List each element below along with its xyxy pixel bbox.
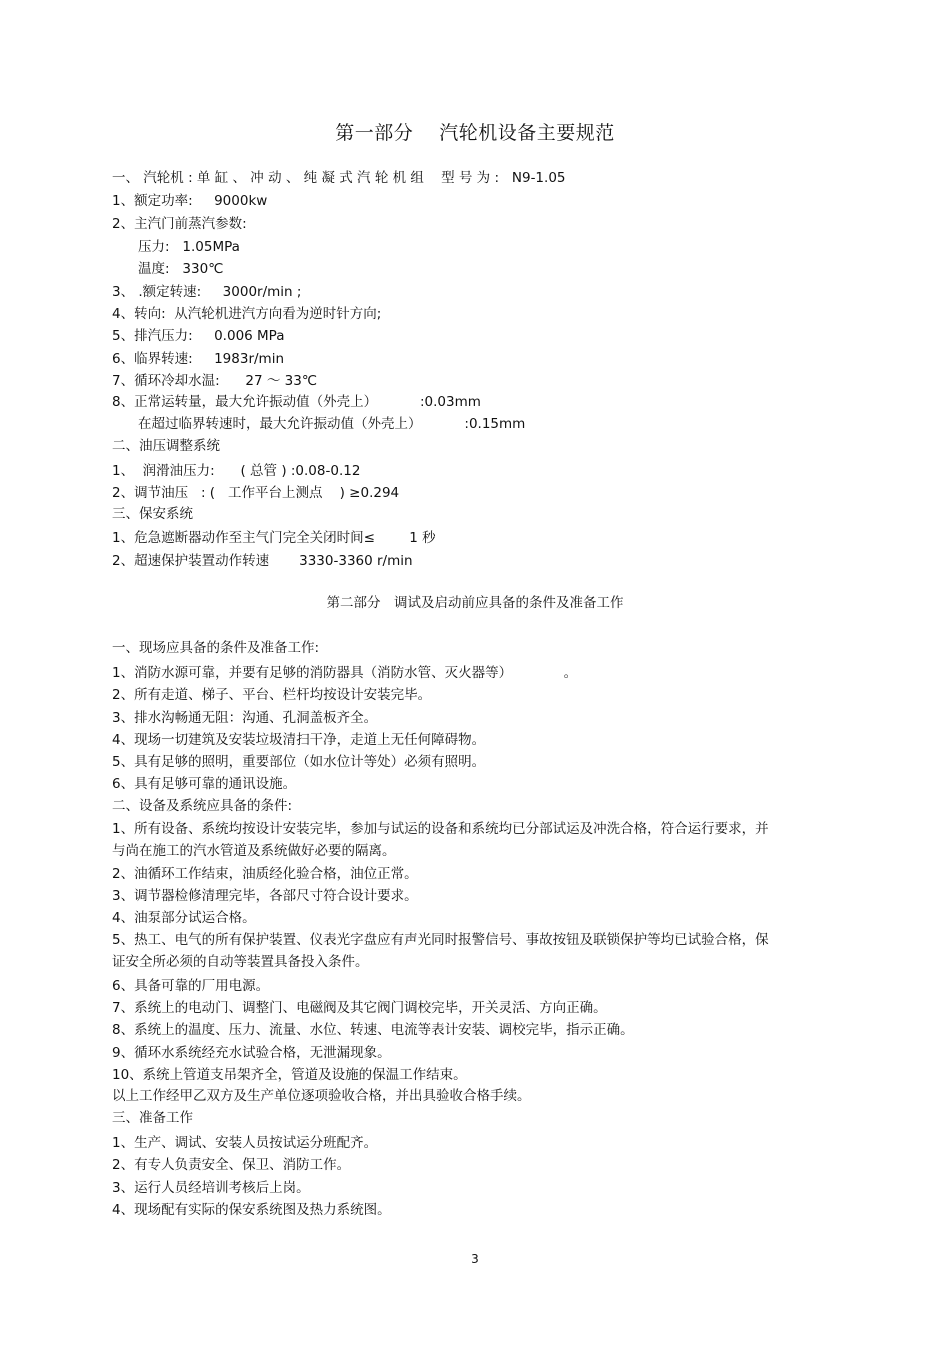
spec-item: 2、调节油压 : ( 工作平台上测点 ) ≥0.294	[112, 485, 400, 501]
list-item: 4、现场配有实际的保安系统图及热力系统图。	[112, 1202, 391, 1218]
spec-subitem: 压力: 1.05MPa	[138, 239, 240, 255]
list-item: 9、循环水系统经充水试验合格，无泄漏现象。	[112, 1045, 391, 1061]
spec-item: 2、超速保护装置动作转速 3330-3360 r/min	[112, 553, 413, 569]
part1-heading-oil: 二、油压调整系统	[112, 438, 220, 454]
list-item: 2、油循环工作结束，油质经化验合格，油位正常。	[112, 866, 418, 882]
part2-title: 第二部分 调试及启动前应具备的条件及准备工作	[326, 595, 624, 611]
list-item: 1、所有设备、系统均按设计安装完毕，参加与试运的设备和系统均已分部试运及冲洗合格，符合运行要求，并与尚在施工的汽水管道及系统做好必要的隔离。	[112, 821, 769, 859]
part2-heading-prep: 三、准备工作	[112, 1110, 193, 1126]
list-item: 4、油泵部分试运合格。	[112, 910, 256, 926]
spec-item: 7、循环冷却水温: 27 ～ 33℃	[112, 373, 317, 389]
spec-item: 5、排汽压力: 0.006 MPa	[112, 328, 285, 344]
part2-heading-equipment: 二、设备及系统应具备的条件:	[112, 798, 293, 814]
spec-item: 3、 .额定转速: 3000r/min ;	[112, 284, 302, 300]
spec-subitem: 在超过临界转速时，最大允许振动值（外壳上） :0.15mm	[138, 416, 526, 432]
spec-subitem: 温度: 330℃	[138, 261, 224, 277]
part1-heading-turbine: 一、 汽轮机 : 单 缸 、 冲 动 、 纯 凝 式 汽 轮 机 组 型 号 为 : N9-1.05	[112, 170, 566, 186]
list-item: 5、热工、电气的所有保护装置、仪表光字盘应有声光同时报警信号、事故按钮及联锁保护等均已试验合格，保证安全所必须的自动等装置具备投入条件。	[112, 932, 769, 970]
spec-item: 2、主汽门前蒸汽参数:	[112, 216, 247, 232]
list-item: 8、系统上的温度、压力、流量、水位、转速、电流等表计安装、调校完毕，指示正确。	[112, 1022, 634, 1038]
spec-item: 1、 润滑油压力: ( 总管 ) :0.08-0.12	[112, 463, 361, 479]
list-item: 1、生产、调试、安装人员按试运分班配齐。	[112, 1135, 378, 1151]
list-item: 2、所有走道、梯子、平台、栏杆均按设计安装完毕。	[112, 687, 432, 703]
list-item: 5、具有足够的照明，重要部位（如水位计等处）必须有照明。	[112, 754, 486, 770]
spec-item: 8、正常运转量，最大允许振动值（外壳上） :0.03mm	[112, 394, 481, 410]
list-item: 以上工作经甲乙双方及生产单位逐项验收合格，并出具验收合格手续。	[112, 1088, 531, 1104]
list-item: 7、系统上的电动门、调整门、电磁阀及其它阀门调校完毕，开关灵活、方向正确。	[112, 1000, 607, 1016]
page-number: 3	[471, 1252, 479, 1266]
spec-item: 6、临界转速: 1983r/min	[112, 351, 285, 367]
part2-heading-site: 一、现场应具备的条件及准备工作:	[112, 640, 320, 656]
list-item: 6、具备可靠的厂用电源。	[112, 978, 270, 994]
list-item: 10、系统上管道支吊架齐全，管道及设施的保温工作结束。	[112, 1067, 467, 1083]
list-item: 1、消防水源可靠，并要有足够的消防器具（消防水管、灭火器等） 。	[112, 665, 578, 681]
list-item: 2、有专人负责安全、保卫、消防工作。	[112, 1157, 351, 1173]
spec-item: 1、额定功率: 9000kw	[112, 193, 268, 209]
list-item: 4、现场一切建筑及安装垃圾清扫干净，走道上无任何障碍物。	[112, 732, 486, 748]
spec-item: 4、转向: 从汽轮机进汽方向看为逆时针方向;	[112, 306, 382, 322]
part1-heading-safety: 三、保安系统	[112, 506, 193, 522]
part1-title: 第一部分 汽轮机设备主要规范	[335, 122, 615, 144]
spec-item: 1、危急遮断器动作至主气门完全关闭时间≤ 1 秒	[112, 530, 436, 546]
list-item: 3、排水沟畅通无阻：沟通、孔洞盖板齐全。	[112, 710, 378, 726]
list-item: 3、调节器检修清理完毕，各部尺寸符合设计要求。	[112, 888, 418, 904]
list-item: 3、运行人员经培训考核后上岗。	[112, 1180, 310, 1196]
list-item: 6、具有足够可靠的通讯设施。	[112, 776, 297, 792]
